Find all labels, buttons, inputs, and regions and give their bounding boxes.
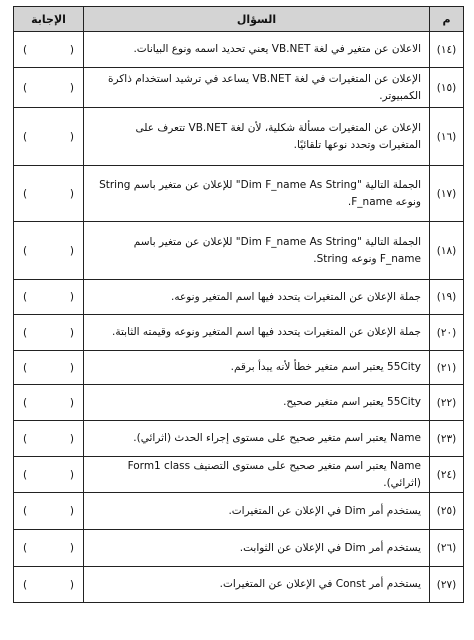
- answer-close-paren: ): [23, 43, 28, 56]
- answer-open-paren: (: [69, 468, 74, 481]
- answer-cell[interactable]: [14, 493, 84, 530]
- question-text: الاعلان عن متغير في لغة VB.NET يعني تحديد اسمه ونوع البيانات.: [84, 32, 430, 68]
- table-row: [14, 68, 464, 108]
- answer-open-paren: (: [69, 542, 74, 554]
- header-number: م: [430, 7, 464, 32]
- table-header-row: [14, 7, 464, 32]
- question-text: يستخدم أمر Dim في الإعلان عن الثوابت.: [84, 530, 430, 567]
- table-row: [14, 530, 464, 567]
- answer-open-paren: (: [69, 43, 74, 56]
- header-answer: الإجابة: [14, 7, 84, 32]
- answer-cell[interactable]: [14, 280, 84, 315]
- question-text: يستخدم أمر Dim في الإعلان عن المتغيرات.: [84, 493, 430, 530]
- question-text: الإعلان عن المتغيرات مسألة شكلية، لأن لغة VB.NET تتعرف على المتغيرات وتحدد نوعها تلقائيًا.: [84, 108, 430, 166]
- question-number: (١٩): [430, 280, 464, 315]
- answer-open-paren: (: [69, 130, 74, 143]
- answer-close-paren: ): [23, 291, 28, 303]
- header-question: السؤال: [84, 7, 430, 32]
- answer-cell[interactable]: [14, 68, 84, 108]
- question-text: 55City يعتبر اسم متغير خطأ لأنه يبدأ برقم.: [84, 351, 430, 385]
- answer-cell[interactable]: [14, 222, 84, 280]
- answer-open-paren: (: [69, 361, 74, 374]
- answer-close-paren: ): [23, 432, 28, 445]
- answer-close-paren: ): [23, 468, 28, 481]
- answer-open-paren: (: [69, 396, 74, 409]
- answer-open-paren: (: [69, 244, 74, 257]
- answer-close-paren: ): [23, 396, 28, 409]
- answer-close-paren: ): [23, 578, 28, 591]
- question-number: (٢٤): [430, 457, 464, 493]
- answer-cell[interactable]: [14, 457, 84, 493]
- answer-open-paren: (: [69, 578, 74, 591]
- table-row: [14, 280, 464, 315]
- answer-close-paren: ): [23, 244, 28, 257]
- question-text: جملة الإعلان عن المتغيرات يتحدد فيها اسم المتغير ونوعه وقيمته الثابتة.: [84, 315, 430, 351]
- table-row: [14, 457, 464, 493]
- question-text: الجملة التالية "Dim F_name As String" للإعلان عن متغير باسم F_name ونوعه String.: [84, 222, 430, 280]
- table-row: [14, 166, 464, 222]
- answer-open-paren: (: [69, 326, 74, 339]
- answer-open-paren: (: [69, 187, 74, 200]
- table-row: [14, 32, 464, 68]
- answer-open-paren: (: [69, 291, 74, 303]
- answer-close-paren: ): [23, 187, 28, 200]
- table-row: [14, 222, 464, 280]
- answer-cell[interactable]: [14, 166, 84, 222]
- answer-cell[interactable]: [14, 385, 84, 421]
- question-number: (٢٣): [430, 421, 464, 457]
- question-number: (٢٧): [430, 567, 464, 603]
- answer-open-paren: (: [69, 81, 74, 94]
- answer-cell[interactable]: [14, 32, 84, 68]
- answer-cell[interactable]: [14, 530, 84, 567]
- question-text: Name يعتبر اسم متغير صحيح على مستوى التصنيف Form1 class (اثرائي).: [84, 457, 430, 493]
- answer-cell[interactable]: [14, 567, 84, 603]
- answer-close-paren: ): [23, 505, 28, 517]
- question-number: (٢٠): [430, 315, 464, 351]
- answer-close-paren: ): [23, 81, 28, 94]
- answer-cell[interactable]: [14, 351, 84, 385]
- table-row: [14, 567, 464, 603]
- question-number: (١٤): [430, 32, 464, 68]
- table-row: [14, 351, 464, 385]
- question-text: 55City يعتبر اسم متغير صحيح.: [84, 385, 430, 421]
- question-text: الإعلان عن المتغيرات في لغة VB.NET يساعد في ترشيد استخدام ذاكرة الكمبيوتر.: [84, 68, 430, 108]
- table-row: [14, 385, 464, 421]
- table-row: [14, 421, 464, 457]
- question-text: Name يعتبر اسم متغير صحيح على مستوى إجراء الحدث (اثرائي).: [84, 421, 430, 457]
- table-row: [14, 108, 464, 166]
- question-text: جملة الإعلان عن المتغيرات يتحدد فيها اسم المتغير ونوعه.: [84, 280, 430, 315]
- answer-open-paren: (: [69, 505, 74, 517]
- table-row: [14, 493, 464, 530]
- question-number: (٢٥): [430, 493, 464, 530]
- question-number: (٢٢): [430, 385, 464, 421]
- question-number: (١٥): [430, 68, 464, 108]
- answer-close-paren: ): [23, 542, 28, 554]
- answer-cell[interactable]: [14, 108, 84, 166]
- answer-open-paren: (: [69, 432, 74, 445]
- question-text: يستخدم أمر Const في الإعلان عن المتغيرات.: [84, 567, 430, 603]
- questions-table: [13, 6, 464, 603]
- answer-cell[interactable]: [14, 315, 84, 351]
- question-text: الجملة التالية "Dim F_name As String" للإعلان عن متغير باسم String ونوعه F_name.: [84, 166, 430, 222]
- answer-close-paren: ): [23, 326, 28, 339]
- question-number: (١٧): [430, 166, 464, 222]
- answer-cell[interactable]: [14, 421, 84, 457]
- answer-close-paren: ): [23, 130, 28, 143]
- table-row: [14, 315, 464, 351]
- question-number: (٢٦): [430, 530, 464, 567]
- question-number: (١٦): [430, 108, 464, 166]
- question-number: (٢١): [430, 351, 464, 385]
- answer-close-paren: ): [23, 361, 28, 374]
- question-number: (١٨): [430, 222, 464, 280]
